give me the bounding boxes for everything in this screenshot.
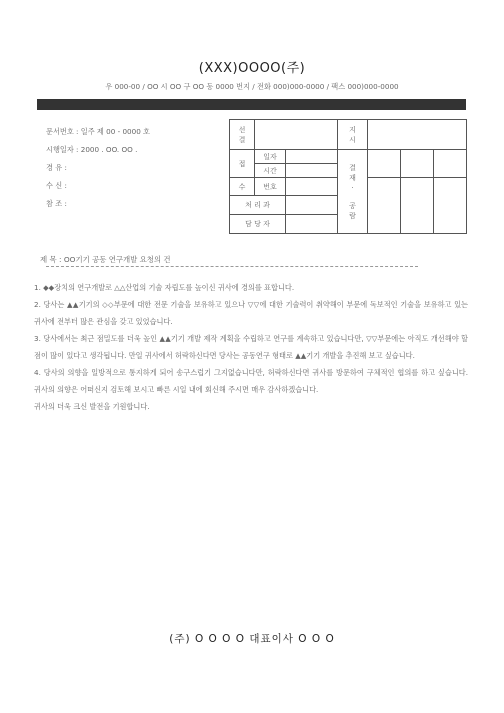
approval-gyeoljae-cell (338, 150, 368, 234)
approval-sign-3 (434, 150, 467, 178)
approval-ilja-value (286, 150, 338, 164)
approval-sign-1 (368, 150, 401, 178)
approval-jeop-cell (230, 150, 255, 178)
letter-body (34, 279, 468, 415)
approval-label-gong: 공 (349, 201, 356, 210)
body-closing: 귀사의 더욱 크신 발전을 기원합니다. (34, 402, 150, 411)
company-title: (XXX)OOOO(주) (198, 61, 306, 76)
approval-ilja-cell: 일자 (255, 150, 286, 164)
company-address: 우 000-00 / OO 시 OO 구 OO 동 0000 번지 / 전화 000)000-0000 / 팩스 000)000-0000 (105, 82, 399, 91)
subject-line: 제 목 : OO기기 공동 연구개발 요청의 건 (40, 255, 171, 264)
approval-label-dot: · (351, 183, 354, 192)
approval-label-gyeol2: 결 (349, 163, 356, 172)
approval-damdang-cell: 담 당 자 (230, 215, 286, 234)
reference-field: 참 조 : (46, 199, 67, 208)
approval-label-gyeol: 결 (238, 135, 246, 144)
body-paragraph-1: 1. ◆◆장치의 연구개발로 △△산업의 기술 자립도를 높이신 귀사에 경의를 표합니다. (34, 283, 295, 292)
approval-beonho-value (286, 178, 338, 196)
body-paragraph-4: 4. 당사의 의향을 일방적으로 통지하게 되어 송구스럽기 그지없습니다만, 허락하신다면 귀사를 방문하여 구체적인 협의를 하고 싶습니다. 귀사의 의향은 어떠신지 검토해 보시고 빠른 시일 내에 회신해 주시면 매우 감사하겠습니다. (34, 368, 468, 394)
approval-cheori-value (286, 196, 338, 215)
issue-date: 시행일자 : 2000 . OO. OO . (46, 145, 138, 154)
approval-beonho-cell: 번호 (255, 178, 286, 196)
approval-table (229, 119, 467, 234)
approval-sign-6 (434, 178, 467, 234)
approval-seongyeol-cell (230, 120, 255, 150)
body-paragraph-2: 2. 당사는 ▲▲기기의 ◇◇부문에 대한 전문 기술을 보유하고 있으나 ▽▽에 대한 기술력이 취약해이 부문에 독보적인 기술을 보유하고 있는 귀사에 전부터 많은 관심을 갖고 있었습니다. (34, 300, 468, 326)
approval-sigan-value (286, 164, 338, 178)
signature-line: (주) O O O O 대표이사 O O O (169, 633, 335, 645)
approval-su-cell: 수 (230, 178, 255, 196)
approval-sign-5 (401, 178, 434, 234)
approval-label-jeop: 접 (238, 159, 246, 168)
approval-label-jae: 재 (349, 173, 356, 182)
approval-cheori-cell: 처 리 과 (230, 196, 286, 215)
approval-jisi-value (368, 120, 467, 150)
body-paragraph-3: 3. 당사에서는 최근 점밀도를 더욱 높인 ▲▲기기 개발 제작 계획을 수립하고 연구를 계속하고 있습니다만, ▽▽부문에는 아직도 개선해야 할 점이 많이 있다고 생각됩니다. 만일 귀사에서 허락하신다면 당사는 공동연구 형태로 ▲▲기기 개발을 추진해 보고 싶습니다. (34, 334, 468, 360)
via-field: 경 유 : (46, 163, 67, 172)
approval-damdang-value (286, 215, 338, 234)
approval-label-seon: 선 (238, 125, 246, 134)
approval-seongyeol-value (255, 120, 338, 150)
approval-sign-2 (401, 150, 434, 178)
dashed-divider (46, 266, 418, 267)
approval-sigan-cell: 시간 (255, 164, 286, 178)
document-meta (46, 123, 226, 213)
doc-number: 문서번호 : 일주 제 00 - 0000 호 (46, 127, 150, 136)
approval-label-ji: 지 (349, 125, 356, 134)
header-divider-bar (37, 99, 466, 110)
approval-label-ram: 람 (349, 211, 356, 220)
approval-jisi-cell (338, 120, 368, 150)
recipient-field: 수 신 : (46, 181, 67, 190)
approval-sign-4 (368, 178, 401, 234)
approval-label-si: 시 (349, 135, 356, 144)
